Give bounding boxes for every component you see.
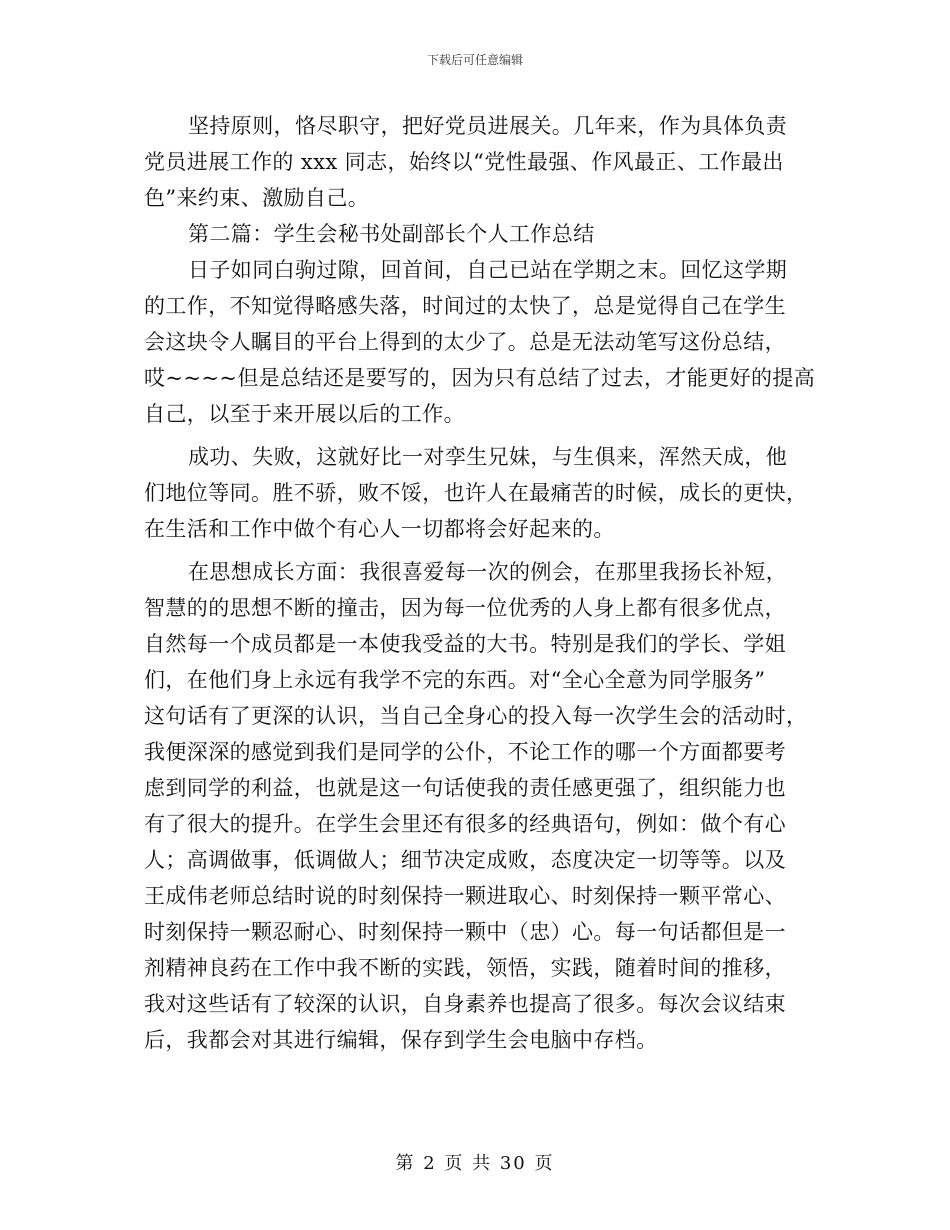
text-line: 后，我都会对其进行编辑，保存到学生会电脑中存档。: [144, 1028, 658, 1052]
text-line: 这句话有了更深的认识，当自己全身心的投入每一次学生会的活动时，: [144, 704, 808, 728]
text-line: 坚持原则，恪尽职守，把好党员进展关。几年来，作为具体负责: [188, 114, 788, 138]
text-line: 王成伟老师总结时说的时刻保持一颗进取心、时刻保持一颗平常心、: [144, 884, 786, 908]
text-line: 在思想成长方面：我很喜爱每一次的例会，在那里我扬长补短，: [188, 560, 788, 584]
text-line: 剂精神良药在工作中我不断的实践，领悟，实践，随着时间的推移，: [144, 956, 786, 980]
text-line: 自然每一个成员都是一本使我受益的大书。特别是我们的学长、学姐: [144, 632, 786, 656]
text-line: 虑到同学的利益，也就是这一句话使我的责任感更强了，组织能力也: [144, 776, 786, 800]
text-line: 自己，以至于来开展以后的工作。: [144, 402, 465, 426]
text-line: 智慧的的思想不断的撞击，因为每一位优秀的人身上都有很多优点，: [144, 596, 786, 620]
text-line: 我对这些话有了较深的认识，自身素养也提高了很多。每次会议结束: [144, 992, 786, 1016]
text-line: 人；高调做事，低调做人；细节决定成败，态度决定一切等等。以及: [144, 848, 786, 872]
text-line: 们，在他们身上永远有我学不完的东西。对“全心全意为同学服务”: [144, 668, 766, 692]
page-number-footer: 第 2 页 共 30 页: [395, 1153, 555, 1174]
text-line: 色”来约束、激励自己。: [144, 186, 370, 210]
text-line: 会这块令人瞩目的平台上得到的太少了。总是无法动笔写这份总结，: [144, 330, 786, 354]
text-line: 的工作，不知觉得略感失落，时间过的太快了，总是觉得自己在学生: [144, 294, 786, 318]
section-title: 第二篇：学生会秘书处副部长个人工作总结: [188, 222, 595, 246]
text-line: 在生活和工作中做个有心人一切都将会好起来的。: [144, 517, 615, 541]
text-line: 哎~~~~但是总结还是要写的，因为只有总结了过去，才能更好的提高: [144, 366, 816, 390]
text-line: 党员进展工作的 xxx 同志，始终以“党性最强、作风最正、工作最出: [144, 150, 784, 174]
page-header: 下载后可任意编辑: [426, 53, 523, 67]
text-line: 时刻保持一颗忍耐心、时刻保持一颗中（忠）心。每一句话都但是一: [144, 920, 786, 944]
text-line: 日子如同白驹过隙，回首间，自己已站在学期之末。回忆这学期: [188, 258, 788, 282]
text-line: 有了很大的提升。在学生会里还有很多的经典语句，例如：做个有心: [144, 812, 786, 836]
document-body: [144, 108, 816, 1058]
text-line: 我便深深的感觉到我们是同学的公仆，不论工作的哪一个方面都要考: [144, 740, 786, 764]
text-line: 成功、失败，这就好比一对孪生兄妹，与生俱来，浑然天成，他: [188, 445, 788, 469]
text-line: 们地位等同。胜不骄，败不馁，也许人在最痛苦的时候，成长的更快，: [144, 481, 808, 505]
